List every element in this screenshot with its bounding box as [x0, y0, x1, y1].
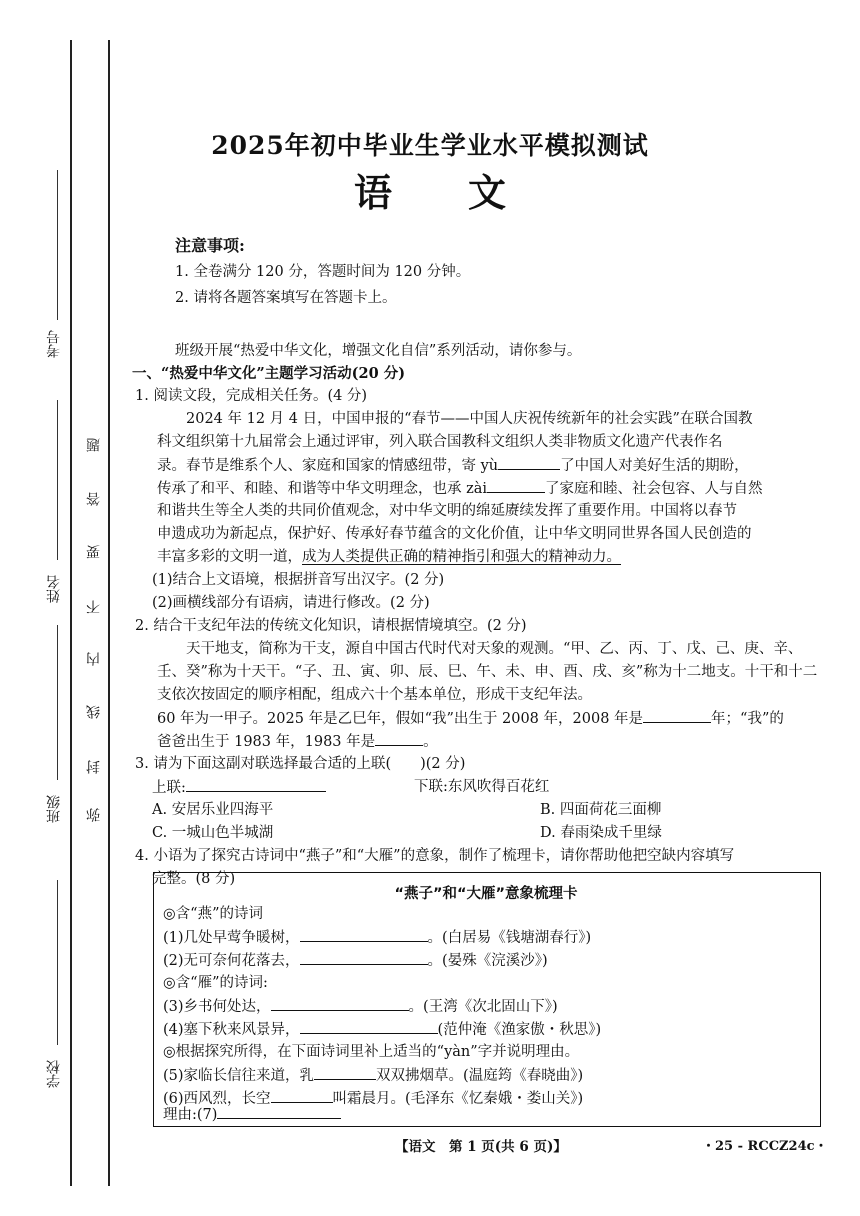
- card-title: “燕子”和“大雁”意象梳理卡: [394, 886, 578, 902]
- card-heading: ◎含“燕”的诗词: [163, 906, 263, 922]
- underlined-sentence: 成为人类提供正确的精神指引和强大的精神动力。: [302, 549, 621, 565]
- yan-blank-5[interactable]: [314, 1065, 376, 1080]
- seal-char: 内: [86, 652, 102, 666]
- q1-passage-line: 2024 年 12 月 4 日，中国申报的“春节——中国人庆祝传统新年的社会实践”在联合国教: [186, 411, 753, 427]
- q1-passage-line: 申遗成功为新起点，保护好、传承好春节蕴含的文化价值，让中华文明同世界各国人民创造的: [157, 526, 752, 542]
- card-line: (4)塞下秋来风景异， (范仲淹《渔家傲・秋思》): [163, 1019, 601, 1040]
- q4-stem: 4. 小语为了探究古诗词中“燕子”和“大雁”的意象，制作了梳理卡，请你帮助他把空缺内容填写: [135, 848, 735, 864]
- option-a[interactable]: A. 安居乐业四海平: [152, 802, 274, 818]
- q2-passage-line: 天干地支，简称为干支，源自中国古代时代对天象的观测。“甲、乙、丙、丁、戊、己、庚、辛、: [186, 641, 803, 657]
- pinyin-blank-yu[interactable]: [498, 455, 560, 470]
- ganzhi-blank-2008[interactable]: [643, 708, 711, 723]
- exam-code: ・25 - RCCZ24c・: [702, 1139, 828, 1154]
- reason-blank-7[interactable]: [217, 1104, 341, 1119]
- q2-passage-line: 壬、癸”称为十天干。“子、丑、寅、卯、辰、巳、午、未、申、酉、戌、亥”称为十二地支。十干和十二: [157, 664, 818, 680]
- q1-passage-line: 录。春节是维系个人、家庭和国家的情感纽带，寄 yù 了中国人对美好生活的期盼，: [157, 455, 749, 476]
- poem-blank-2[interactable]: [300, 950, 428, 965]
- seal-char: 题: [86, 438, 102, 452]
- pinyin-blank-zai[interactable]: [487, 478, 545, 493]
- seal-char: 答: [86, 492, 102, 506]
- card-line: (2)无可奈何花落去， 。(晏殊《浣溪沙》): [163, 950, 548, 971]
- q2-passage-line: 爸爸出生于 1983 年，1983 年是 。: [157, 731, 438, 752]
- exam-number-label: 考号: [46, 330, 62, 358]
- couplet-upper-blank[interactable]: [186, 777, 326, 792]
- page-number: 【语文 第 1 页(共 6 页)】: [395, 1139, 567, 1155]
- q2-passage-line: 60 年为一甲子。2025 年是乙巳年，假如“我”出生于 2008 年，2008 年是 年；“我”的: [157, 708, 784, 729]
- q1-task: (2)画横线部分有语病，请进行修改。(2 分): [152, 595, 430, 611]
- seal-char: 要: [86, 545, 102, 559]
- option-d[interactable]: D. 春雨染成千里绿: [540, 825, 662, 841]
- couplet-lower: 下联:东风吹得百花红: [414, 779, 550, 795]
- seal-char: 不: [86, 600, 102, 614]
- q2-passage-line: 支依次按固定的顺序相配，组成六十个基本单位，形成干支纪年法。: [157, 687, 592, 703]
- card-line: (6)西风烈，长空 叫霜晨月。(毛泽东《忆秦娥・娄山关》): [163, 1088, 583, 1109]
- seal-char: 封: [86, 760, 102, 774]
- notes-item: 2. 请将各题答案填写在答题卡上。: [175, 290, 397, 306]
- card-line: (5)家临长信往来道，乳 双双拂烟草。(温庭筠《春晓曲》): [163, 1065, 583, 1086]
- poem-blank-4[interactable]: [300, 1019, 438, 1034]
- poem-blank-3[interactable]: [271, 996, 409, 1011]
- card-line: 理由:(7): [163, 1104, 341, 1125]
- name-label: 姓名: [46, 575, 62, 603]
- notes-heading: 注意事项:: [175, 236, 245, 255]
- exam-title: 2025年初中毕业生学业水平模拟测试: [211, 131, 649, 160]
- couplet-upper: 上联:: [152, 777, 326, 798]
- class-blank: [57, 625, 58, 780]
- school-label: 学校: [46, 1060, 62, 1088]
- q4-stem: 完整。(8 分): [152, 871, 236, 887]
- q1-passage-line: 传承了和平、和睦、和谐等中华文明理念，也承 zài 了家庭和睦、社会包容、人与自然: [157, 478, 763, 499]
- q1-stem: 1. 阅读文段，完成相关任务。(4 分): [135, 388, 368, 404]
- card-heading: ◎根据探究所得，在下面诗词里补上适当的“yàn”字并说明理由。: [163, 1044, 580, 1060]
- q1-passage-line: 丰富多彩的文明一道，成为人类提供正确的精神指引和强大的精神动力。: [157, 549, 621, 565]
- seal-char: 弥: [86, 808, 102, 822]
- name-blank: [57, 400, 58, 560]
- option-c[interactable]: C. 一城山色半城湖: [152, 825, 274, 841]
- option-b[interactable]: B. 四面荷花三面柳: [540, 802, 662, 818]
- q1-passage-line: 科文组织第十九届常会上通过评审，列入联合国教科文组织人类非物质文化遗产代表作名: [157, 434, 723, 450]
- card-line: (3)乡书何处达， 。(王湾《次北固山下》): [163, 996, 558, 1017]
- section-heading: 一、“热爱中华文化”主题学习活动(20 分): [132, 365, 406, 382]
- card-heading: ◎含“雁”的诗词:: [163, 975, 268, 991]
- card-line: (1)几处早莺争暖树， 。(白居易《钱塘湖春行》): [163, 927, 591, 948]
- notes-item: 1. 全卷满分 120 分，答题时间为 120 分钟。: [175, 264, 471, 280]
- class-label: 班级: [46, 795, 62, 823]
- q2-stem: 2. 结合干支纪年法的传统文化知识，请根据情境填空。(2 分): [135, 618, 527, 634]
- yan-blank-6[interactable]: [271, 1088, 333, 1103]
- q1-passage-line: 和谐共生等全人类的共同价值观念，对中华文明的绵延赓续发挥了重要作用。中国将以春节: [157, 503, 737, 519]
- q3-stem: 3. 请为下面这副对联选择最合适的上联( )(2 分): [135, 756, 466, 772]
- poem-blank-1[interactable]: [300, 927, 428, 942]
- subject-title: 语 文: [353, 170, 506, 215]
- ganzhi-blank-1983[interactable]: [375, 731, 423, 746]
- school-blank: [57, 880, 58, 1045]
- intro-text: 班级开展“热爱中华文化，增强文化自信”系列活动，请你参与。: [175, 343, 582, 359]
- q1-task: (1)结合上文语境，根据拼音写出汉字。(2 分): [152, 572, 445, 588]
- seal-char: 线: [86, 705, 102, 719]
